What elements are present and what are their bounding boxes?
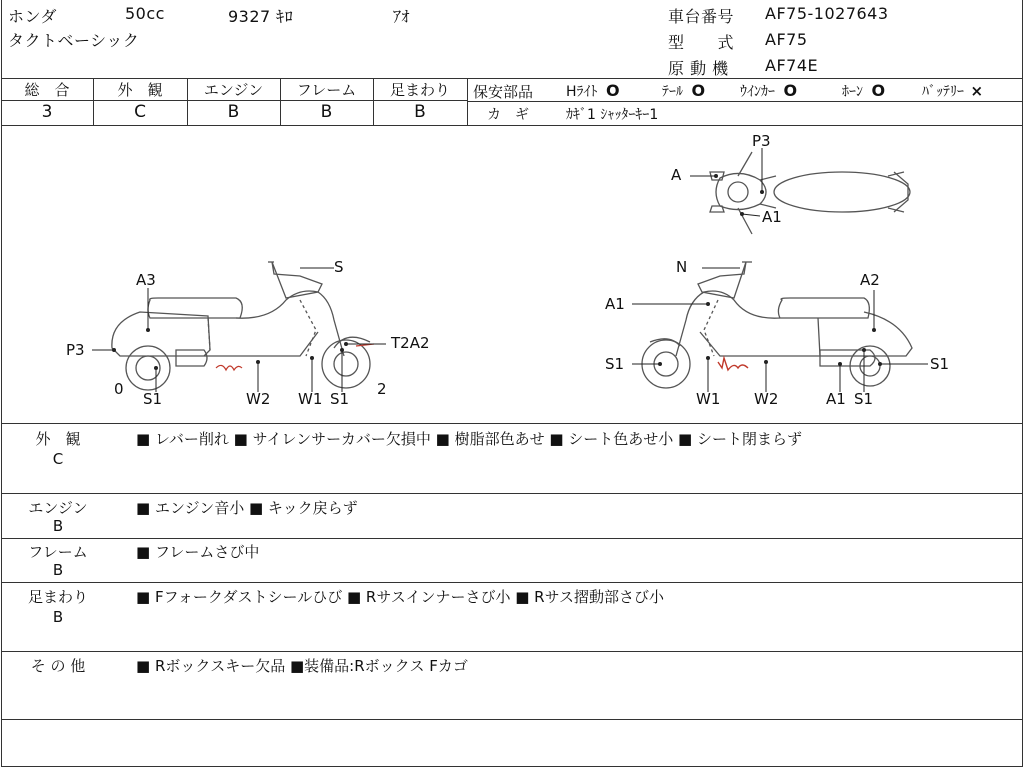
grade-value-frame: B bbox=[320, 102, 333, 122]
engine-model-label: 原 動 機 bbox=[668, 59, 729, 78]
section-other-title: そ の 他 bbox=[30, 657, 86, 675]
safety-winker-name: ｳｲﾝｶｰ bbox=[740, 84, 775, 100]
label-0-left: 0 bbox=[114, 380, 124, 398]
rule-sec-2 bbox=[1, 538, 1022, 539]
scratch-mark-left bbox=[216, 365, 242, 370]
rule-sec-4 bbox=[1, 651, 1022, 652]
label-W2-right: W2 bbox=[754, 390, 779, 408]
label-N-right: N bbox=[676, 258, 688, 276]
safety-horn-name: ﾎｰﾝ bbox=[842, 84, 863, 100]
label-S-left: S bbox=[334, 258, 344, 276]
label-A-top: A bbox=[671, 166, 682, 184]
maker: ホンダ bbox=[8, 7, 57, 26]
type-value: AF75 bbox=[765, 30, 808, 49]
displacement: 50cc bbox=[125, 4, 165, 23]
scooter-top-view bbox=[710, 152, 910, 234]
rule-diagram-bottom bbox=[1, 423, 1022, 424]
grade-header-frame: フレーム bbox=[296, 81, 357, 99]
key-value: ｶｷﾞ1 ｼｬｯﾀｰｷｰ1 bbox=[566, 107, 659, 123]
key-label: カ ギ bbox=[487, 107, 529, 123]
safety-battery bbox=[922, 81, 983, 101]
scratch-mark-right bbox=[718, 358, 748, 370]
safety-battery-name: ﾊﾞｯﾃﾘｰ bbox=[922, 84, 964, 100]
grade-header-exterior: 外 観 bbox=[117, 81, 163, 99]
grade-value-exterior: C bbox=[134, 102, 146, 122]
section-other-body: ■ Rボックスキー欠品 ■装備品:Rボックス Fカゴ bbox=[136, 657, 468, 675]
rule-sec-1 bbox=[1, 493, 1022, 494]
label-T2A2-left: T2A2 bbox=[391, 334, 430, 352]
grade-header-suspension: 足まわり bbox=[389, 81, 450, 99]
grade-value-engine: B bbox=[227, 102, 240, 122]
label-S1-left-rear: S1 bbox=[143, 390, 163, 408]
leaders-right bbox=[632, 268, 928, 392]
label-A1-right: A1 bbox=[605, 295, 625, 313]
rule-sec-5 bbox=[1, 719, 1022, 720]
grade-header-engine: エンジン bbox=[203, 81, 264, 99]
dots-left bbox=[112, 328, 348, 370]
safety-battery-mark: × bbox=[970, 82, 984, 100]
section-suspension-body: ■ Fフォークダストシールひび ■ Rサスインナーさび小 ■ Rサス摺動部さび小 bbox=[136, 588, 664, 606]
leaders-top bbox=[690, 148, 762, 216]
frame-number-value: AF75-1027643 bbox=[765, 4, 889, 23]
label-A2-right: A2 bbox=[860, 271, 880, 289]
safety-headlight-mark: O bbox=[605, 81, 620, 100]
label-A1-right-bottom: A1 bbox=[826, 390, 846, 408]
section-exterior-title: 外 観 bbox=[35, 430, 81, 448]
label-W2-left: W2 bbox=[246, 390, 271, 408]
section-suspension-grade: B bbox=[52, 608, 64, 626]
label-W1-right: W1 bbox=[696, 390, 721, 408]
section-engine-title: エンジン bbox=[28, 499, 88, 517]
safety-tail bbox=[662, 81, 705, 101]
safety-winker-mark: O bbox=[783, 81, 798, 100]
label-A3-left: A3 bbox=[136, 271, 156, 289]
engine-model-value: AF74E bbox=[765, 56, 819, 75]
label-S1-left-front: S1 bbox=[330, 390, 350, 408]
safety-headlight bbox=[566, 81, 620, 101]
label-2-left: 2 bbox=[377, 380, 387, 398]
damage-diagram bbox=[0, 126, 1022, 422]
safety-horn bbox=[842, 81, 885, 101]
section-suspension-title: 足まわり bbox=[27, 588, 88, 606]
rule-sec-3 bbox=[1, 582, 1022, 583]
label-W1-left: W1 bbox=[298, 390, 323, 408]
rule-col-5 bbox=[467, 78, 468, 125]
label-S1-right-front: S1 bbox=[605, 355, 625, 373]
section-frame-grade: B bbox=[52, 561, 64, 579]
safety-tail-mark: O bbox=[691, 81, 706, 100]
safety-headlight-name: Hﾗｲﾄ bbox=[566, 84, 598, 100]
safety-horn-mark: O bbox=[871, 81, 886, 100]
safety-tail-name: ﾃｰﾙ bbox=[662, 84, 683, 100]
grade-value-total: 3 bbox=[41, 102, 53, 122]
type-label: 型 式 bbox=[668, 33, 735, 52]
rule-grade-mid bbox=[1, 100, 467, 101]
safety-winker bbox=[740, 81, 797, 101]
model-name: タクトベーシック bbox=[8, 31, 140, 50]
section-exterior-grade: C bbox=[52, 450, 64, 468]
safety-label: 保安部品 bbox=[473, 83, 534, 101]
label-S1-right-rear: S1 bbox=[930, 355, 950, 373]
label-A1-top: A1 bbox=[762, 208, 782, 226]
grade-value-suspension: B bbox=[414, 102, 426, 122]
section-engine-body: ■ エンジン音小 ■ キック戻らず bbox=[136, 499, 358, 517]
section-exterior-body: ■ レバー削れ ■ サイレンサーカバー欠損中 ■ 樹脂部色あせ ■ シート色あせ小 ■ シート閉まらず bbox=[136, 430, 803, 448]
section-frame-body: ■ フレームさび中 bbox=[136, 543, 260, 561]
section-frame-title: フレーム bbox=[28, 543, 88, 561]
label-P3-left: P3 bbox=[66, 341, 85, 359]
label-S1-right-bottom: S1 bbox=[854, 390, 874, 408]
grade-header-total: 総 合 bbox=[24, 81, 70, 99]
mileage: 9327 ｷﾛ bbox=[228, 7, 294, 26]
label-P3-top: P3 bbox=[752, 132, 771, 150]
frame-number-label: 車台番号 bbox=[668, 7, 735, 26]
rule-safety-mid bbox=[467, 101, 1022, 102]
color: ｱｵ bbox=[393, 7, 411, 26]
section-engine-grade: B bbox=[52, 517, 64, 535]
